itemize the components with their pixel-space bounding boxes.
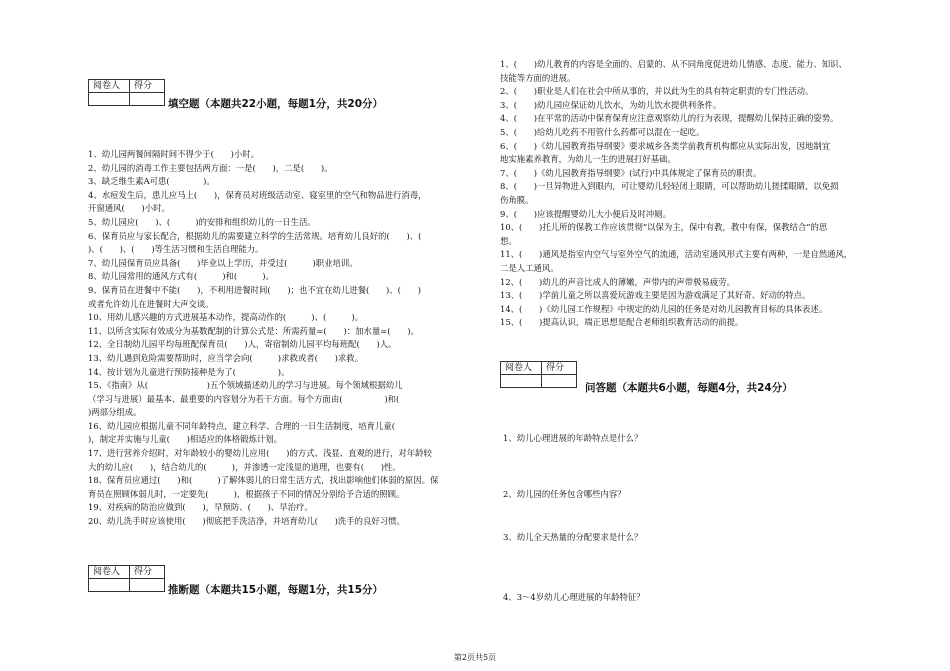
question-line: 5、幼儿园应( )、( )的安排和组织幼儿的一日生活。: [88, 216, 316, 227]
question-line: 9、保育员在进餐中不能( )，不利用进餐时间( )；也不宜在幼儿进餐( )、( ): [88, 284, 421, 295]
score-box-reviewer-cell[interactable]: [89, 93, 130, 106]
question-line: 伤角膜。: [500, 194, 534, 205]
question-line: )、( )、( )等生活习惯和生活自理能力。: [88, 244, 264, 255]
question-line: 大的幼儿应( )，结合幼儿的( )，并渗透一定浅显的道理，也要有( )性。: [88, 461, 401, 472]
fill-blank-question-list: [88, 148, 488, 529]
question-line: 或者允许幼儿在进餐时大声交谈。: [88, 298, 214, 309]
section-title-judgment: 推断题（本题共15小题，每题1分，共15分）: [168, 584, 384, 596]
score-box-score-label: 得分: [130, 80, 165, 93]
score-box-score-label: 得分: [130, 566, 165, 579]
section-title-essay: 问答题（本题共6小题，每题4分，共24分）: [585, 382, 793, 394]
question-line: 17、进行营养介绍时，对年龄较小的婴幼儿应用( )的方式、浅显、直观的进行，对年龄较: [88, 448, 432, 459]
question-line: 16、幼儿园应根据儿童不同年龄特点，建立科学、合理的一日生活制度，培育儿童(: [88, 420, 421, 431]
score-box-score-cell[interactable]: [542, 375, 577, 388]
essay-question: 4、3～4岁幼儿心理进展的年龄特征？: [503, 592, 645, 602]
question-line: 14、( )《幼儿园工作规程》中规定的幼儿园的任务是对幼儿园教育目标的具体表述。: [500, 303, 828, 314]
question-line: 6、保育员应与家长配合，根据幼儿的需要建立科学的生活常规。培育幼儿良好的( )、(: [88, 230, 422, 241]
score-box-reviewer-label: 阅卷人: [89, 566, 130, 579]
section-title-fill-blank: 填空题（本题共22小题，每题1分，共20分）: [168, 98, 384, 110]
question-line: 3、( )幼儿园应保证幼儿饮水，为幼儿饮水提供利条件。: [500, 99, 722, 110]
question-line: （学习与进展）最基本、最重要的内容划分为若干方面。每个方面由( )和(: [88, 393, 400, 404]
question-line: 二是人工通风。: [500, 262, 559, 273]
score-box-judgment: [88, 565, 165, 592]
question-line: 育员在照顾体弱儿时，一定要先( )，根据孩子不同的情况分别给予合适的照顾。: [88, 488, 405, 499]
question-line: 18、保育员应通过( )和( )了解体弱儿的日常生活方式，找出影响他们体弱的原因。保: [88, 475, 439, 486]
question-line: )两部分组成。: [88, 407, 142, 418]
question-line: 7、( )《幼儿园教育指导纲要》(试行)中具体规定了保育员的职责。: [500, 167, 762, 178]
score-box-score-cell[interactable]: [130, 579, 165, 592]
question-line: 1、幼儿园两餐间隔时间不得少于( )小时。: [88, 149, 259, 159]
question-line: 9、( )应该提醒婴幼儿大小便后及时冲厕。: [500, 208, 671, 219]
question-line: 13、幼儿遇到危险需要帮助时，应当学会向( )求救或者( )求救。: [88, 352, 363, 363]
score-box-essay: [500, 361, 577, 388]
question-line: 4、水痘发生后，患儿应马上( )，保育员对班级活动室、寝室里的空气和物品进行消毒，: [88, 189, 427, 200]
question-line: 15、《指南》从( )五个领域描述幼儿的学习与进展。每个领域根据幼儿: [88, 380, 403, 391]
question-line: 技能等方面的进展。: [500, 72, 576, 83]
score-box-reviewer-cell[interactable]: [89, 579, 130, 592]
question-line: 1、( )幼儿教育的内容是全面的、启蒙的、从不同角度促进幼儿情感、态度、能力、知识、: [500, 59, 847, 69]
essay-question: 1、幼儿心理进展的年龄特点是什么？: [503, 433, 643, 443]
question-line: 6、( )《幼儿园教育指导纲要》要求城乡各类学前教育机构都应从实际出发，因地制宜: [500, 140, 831, 151]
page-footer: 第2页共5页: [453, 653, 497, 662]
question-line: 10、( )托儿所的保教工作应该贯彻“以保为主，保中有教，教中有保，保教结合”的思: [500, 222, 828, 233]
question-line: 想。: [500, 235, 517, 246]
question-line: 开窗通风( )小时。: [88, 203, 170, 214]
question-line: 2、( )职业是人们在社会中所从事的，并以此为生的具有特定职责的专门性活动。: [500, 86, 814, 97]
question-line: 15、( )提高认识，端正思想是配合老师组织教育活动的前提。: [500, 317, 744, 328]
question-line: 19、对疾病的防治应做到( )，早预防、( )、早治疗。: [88, 502, 313, 513]
score-box-reviewer-cell[interactable]: [501, 375, 542, 388]
question-line: )，制定并实施与儿童( )相适应的体格锻炼计划。: [88, 434, 283, 445]
question-line: 14、按计划为儿童进行预防接种是为了( )。: [88, 366, 290, 377]
judgment-question-list: [500, 58, 910, 330]
score-box-fill-blank: [88, 79, 165, 106]
question-line: 11、( )通风是指室内空气与室外空气的流通，活动室通风形式主要有两种，一是自然通风，: [500, 249, 853, 260]
question-line: 10、用幼儿感兴趣的方式进展基本动作，提高动作的( )、( )。: [88, 312, 363, 323]
score-box-reviewer-label: 阅卷人: [89, 80, 130, 93]
question-line: 20、幼儿洗手时应该使用( )彻底把手洗洁净，并培育幼儿( )洗手的良好习惯。: [88, 516, 405, 527]
score-box-score-cell[interactable]: [130, 93, 165, 106]
question-line: 8、幼儿园常用的通风方式有( )和( )。: [88, 271, 274, 282]
question-line: 13、( )学前儿童之所以喜爱玩游戏主要是因为游戏满足了其好奇、好动的特点。: [500, 290, 811, 301]
question-line: 12、( )幼儿的声音比成人的薄嫩，声带内的声带极易疲劳。: [500, 276, 735, 287]
score-box-reviewer-label: 阅卷人: [501, 362, 542, 375]
question-line: 地实施素养教育，为幼儿一生的进展打好基础。: [500, 154, 676, 165]
question-line: 7、幼儿园保育员应具备( )毕业以上学历，并受过( )职业培训。: [88, 257, 358, 268]
essay-question: 2、幼儿园的任务包含哪些内容？: [503, 489, 626, 499]
question-line: 12、全日制幼儿园平均每班配保育员( )人，寄宿制幼儿园平均每班配( )人。: [88, 339, 397, 350]
question-line: 8、( )一旦异物进入到眼内，可让婴幼儿轻轻闭上眼睛，可以帮助幼儿搓揉眼睛，以免损: [500, 181, 839, 192]
question-line: 4、( )在平常的活动中保育保育应注意观察幼儿的行为表现，提醒幼儿保持正确的姿势。: [500, 113, 839, 124]
question-line: 11、以所含实际有效成分为基数配制的计算公式是：所需药量=( )：加水量=( )。: [88, 325, 419, 336]
essay-question: 3、幼儿全天热量的分配要求是什么？: [503, 532, 643, 542]
question-line: 2、幼儿园的消毒工作主要包括两方面：一是( )，二是( )。: [88, 162, 333, 173]
question-line: 3、缺乏维生素A可患( )。: [88, 176, 215, 187]
score-box-score-label: 得分: [542, 362, 577, 375]
question-line: 5、( )给幼儿吃药不用管什么药都可以混在一起吃。: [500, 126, 705, 137]
